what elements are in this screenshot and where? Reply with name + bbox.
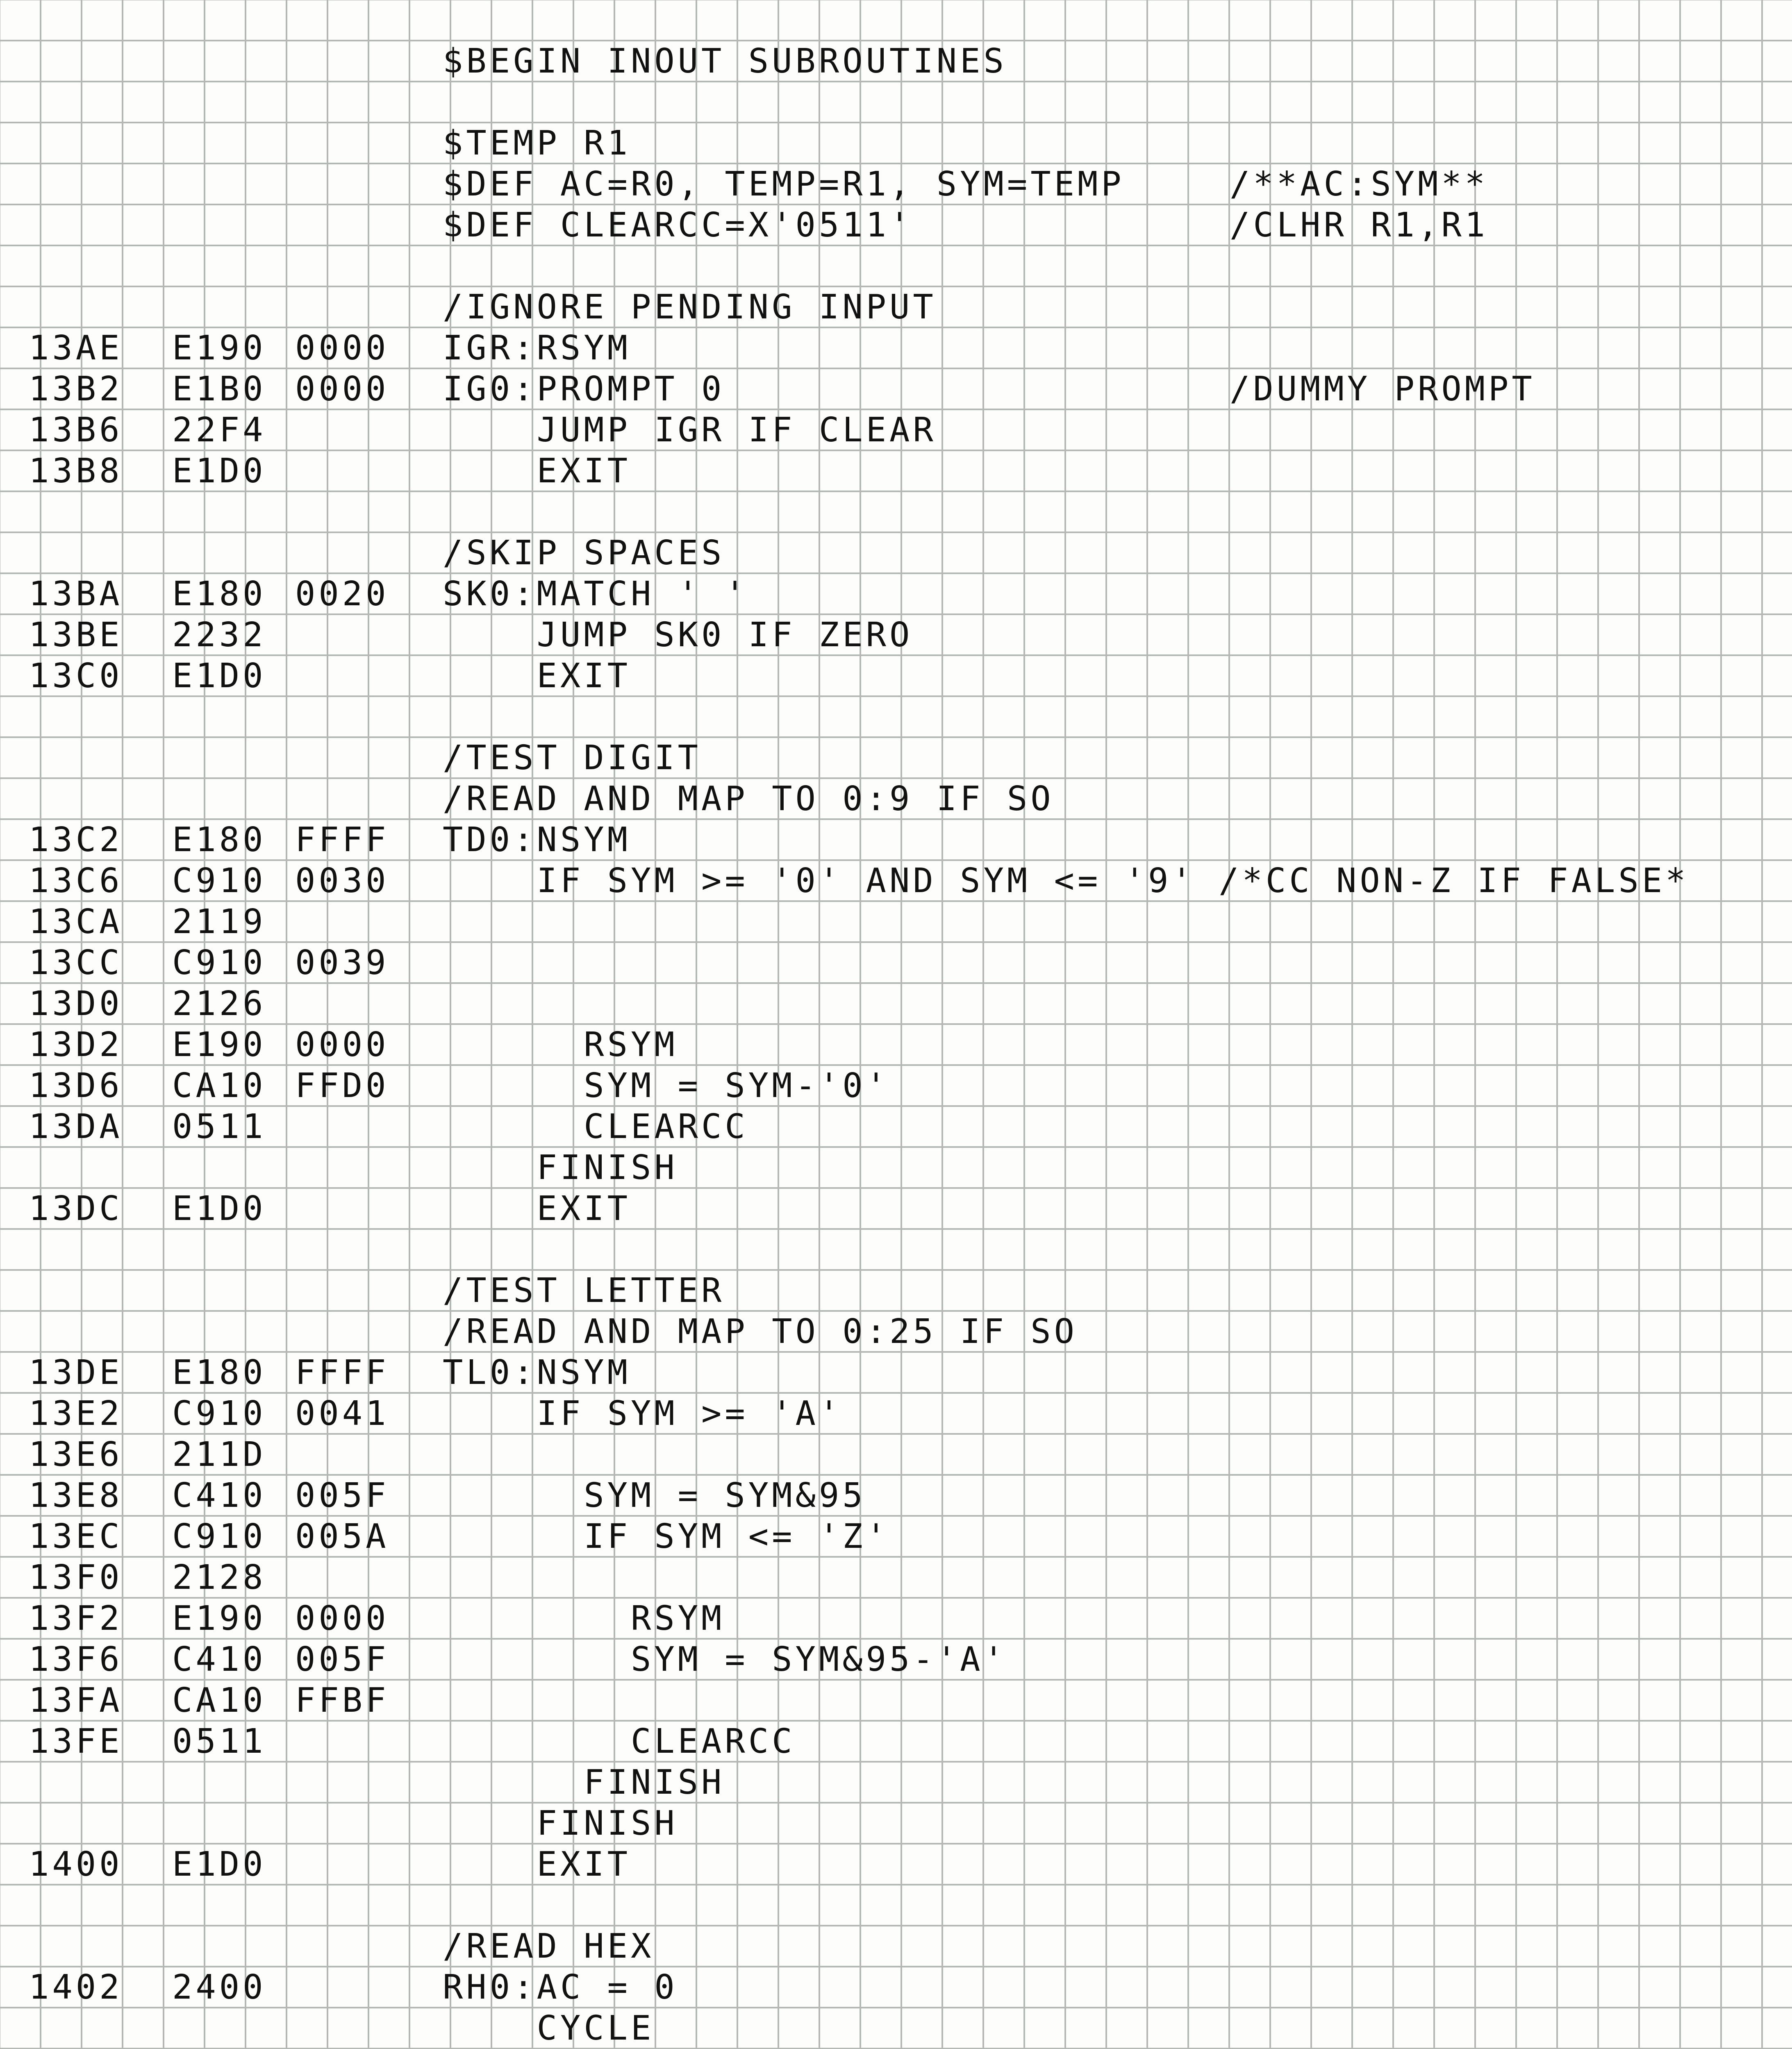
listing-line: [0, 1639, 1792, 1680]
opcode-cell: E180: [172, 1353, 266, 1392]
listing-line: [0, 1352, 1792, 1393]
source-cell: $BEGIN INOUT SUBROUTINES: [443, 42, 1007, 81]
address-cell: 13DE: [29, 1353, 123, 1392]
listing-line: [0, 1557, 1792, 1598]
opcode-cell: E1B0: [172, 370, 266, 409]
listing-line: [0, 779, 1792, 820]
listing-line: [0, 533, 1792, 574]
address-cell: 13DC: [29, 1189, 123, 1228]
opcode-cell: C910: [172, 943, 266, 982]
opcode-cell: E180: [172, 820, 266, 859]
operand-cell: 0000: [295, 329, 389, 368]
listing-line: [0, 820, 1792, 861]
source-cell: IGR:RSYM: [443, 329, 631, 368]
opcode-cell: E190: [172, 1599, 266, 1638]
listing-line: [0, 328, 1792, 369]
opcode-cell: C910: [172, 1517, 266, 1556]
source-cell: /TEST LETTER: [443, 1271, 725, 1310]
address-cell: 13C0: [29, 656, 123, 695]
listing-line: [0, 656, 1792, 697]
operand-cell: FFBF: [295, 1681, 389, 1720]
source-cell: JUMP SK0 IF ZERO: [443, 616, 913, 654]
listing-line: [0, 41, 1792, 82]
source-cell: /READ AND MAP TO 0:25 IF SO: [443, 1312, 1078, 1351]
address-cell: 13F2: [29, 1599, 123, 1638]
source-cell: IF SYM >= '0' AND SYM <= '9' /*CC NON-Z IF FALSE*: [443, 861, 1689, 900]
address-cell: 13C6: [29, 861, 123, 900]
listing-line: [0, 1680, 1792, 1721]
source-cell: $DEF AC=R0, TEMP=R1, SYM=TEMP: [443, 165, 1125, 204]
source-cell: /IGNORE PENDING INPUT: [443, 288, 937, 327]
address-cell: 1402: [29, 1968, 123, 2007]
listing-line: [0, 451, 1792, 492]
operand-cell: FFFF: [295, 820, 389, 859]
address-cell: 13E2: [29, 1394, 123, 1433]
source-cell: /READ HEX: [443, 1927, 655, 1966]
listing-line: [0, 574, 1792, 615]
listing-line: [0, 410, 1792, 451]
listing-line: [0, 1803, 1792, 1844]
listing-line: [0, 1188, 1792, 1229]
listing-line: [0, 1311, 1792, 1352]
source-cell: FINISH: [443, 1763, 725, 1802]
opcode-cell: CA10: [172, 1681, 266, 1720]
opcode-cell: E1D0: [172, 656, 266, 695]
opcode-cell: E1D0: [172, 1845, 266, 1884]
operand-cell: 0039: [295, 943, 389, 982]
operand-cell: 0020: [295, 575, 389, 613]
opcode-cell: E190: [172, 1025, 266, 1064]
listing-line: [0, 738, 1792, 779]
address-cell: 13B2: [29, 370, 123, 409]
address-cell: 13CA: [29, 902, 123, 941]
source-cell: RSYM: [443, 1025, 678, 1064]
listing-line: [0, 1844, 1792, 1885]
opcode-cell: 2400: [172, 1968, 266, 2007]
opcode-cell: 2126: [172, 984, 266, 1023]
source-cell: RSYM: [443, 1599, 725, 1638]
opcode-cell: 2119: [172, 902, 266, 941]
address-cell: 13FA: [29, 1681, 123, 1720]
listing-line: [0, 1393, 1792, 1434]
source-cell: EXIT: [443, 656, 631, 695]
listing-line: [0, 1762, 1792, 1803]
opcode-cell: 2128: [172, 1558, 266, 1597]
opcode-cell: E1D0: [172, 452, 266, 491]
listing-line: [0, 164, 1792, 205]
source-cell: SYM = SYM-'0': [443, 1066, 889, 1105]
source-cell: EXIT: [443, 452, 631, 491]
source-cell: FINISH: [443, 1804, 678, 1843]
listing-line: [0, 1598, 1792, 1639]
address-cell: 13D2: [29, 1025, 123, 1064]
comment-cell: /DUMMY PROMPT: [1230, 370, 1535, 409]
opcode-cell: C410: [172, 1640, 266, 1679]
listing-line: [0, 902, 1792, 943]
source-cell: SYM = SYM&95: [443, 1476, 866, 1515]
opcode-cell: E180: [172, 575, 266, 613]
source-cell: SK0:MATCH ' ': [443, 575, 748, 613]
source-cell: IG0:PROMPT 0: [443, 370, 725, 409]
source-cell: /SKIP SPACES: [443, 534, 725, 572]
listing-line: [0, 943, 1792, 984]
address-cell: 13AE: [29, 329, 123, 368]
source-cell: TD0:NSYM: [443, 820, 631, 859]
listing-line: [0, 1065, 1792, 1106]
opcode-cell: E1D0: [172, 1189, 266, 1228]
opcode-cell: C910: [172, 861, 266, 900]
listing-line: [0, 615, 1792, 656]
address-cell: 13E8: [29, 1476, 123, 1515]
comment-cell: /**AC:SYM**: [1230, 165, 1489, 204]
listing-line: [0, 205, 1792, 246]
source-cell: EXIT: [443, 1189, 631, 1228]
operand-cell: 005F: [295, 1476, 389, 1515]
operand-cell: 005A: [295, 1517, 389, 1556]
operand-cell: 0000: [295, 1599, 389, 1638]
listing-line: [0, 1434, 1792, 1475]
address-cell: 13D0: [29, 984, 123, 1023]
address-cell: 13D6: [29, 1066, 123, 1105]
source-cell: RH0:AC = 0: [443, 1968, 678, 2007]
listing-line: [0, 984, 1792, 1024]
address-cell: 13F0: [29, 1558, 123, 1597]
source-cell: TL0:NSYM: [443, 1353, 631, 1392]
listing-line: [0, 2008, 1792, 2049]
listing-line: [0, 1516, 1792, 1557]
source-cell: /TEST DIGIT: [443, 738, 702, 777]
listing-line: [0, 287, 1792, 328]
source-cell: SYM = SYM&95-'A': [443, 1640, 1007, 1679]
address-cell: 13F6: [29, 1640, 123, 1679]
opcode-cell: 2232: [172, 616, 266, 654]
address-cell: 13FE: [29, 1722, 123, 1761]
listing-line: [0, 861, 1792, 902]
source-cell: JUMP IGR IF CLEAR: [443, 411, 937, 450]
operand-cell: FFD0: [295, 1066, 389, 1105]
operand-cell: 0000: [295, 1025, 389, 1064]
listing-line: [0, 1721, 1792, 1762]
opcode-cell: 0511: [172, 1722, 266, 1761]
opcode-cell: 211D: [172, 1435, 266, 1474]
listing-line: [0, 123, 1792, 164]
opcode-cell: C910: [172, 1394, 266, 1433]
source-cell: IF SYM <= 'Z': [443, 1517, 889, 1556]
listing-line: [0, 1967, 1792, 2008]
operand-cell: 0041: [295, 1394, 389, 1433]
source-cell: CYCLE: [443, 2009, 655, 2048]
source-cell: IF SYM >= 'A': [443, 1394, 843, 1433]
opcode-cell: C410: [172, 1476, 266, 1515]
operand-cell: FFFF: [295, 1353, 389, 1392]
address-cell: 13DA: [29, 1107, 123, 1146]
listing-line: [0, 1147, 1792, 1188]
comment-cell: /CLHR R1,R1: [1230, 206, 1489, 245]
operand-cell: 005F: [295, 1640, 389, 1679]
source-cell: EXIT: [443, 1845, 631, 1884]
address-cell: 13CC: [29, 943, 123, 982]
listing-line: [0, 1106, 1792, 1147]
opcode-cell: E190: [172, 329, 266, 368]
address-cell: 13BE: [29, 616, 123, 654]
address-cell: 13B6: [29, 411, 123, 450]
listing-line: [0, 1475, 1792, 1516]
source-cell: FINISH: [443, 1148, 678, 1187]
address-cell: 1400: [29, 1845, 123, 1884]
listing-line: [0, 1024, 1792, 1065]
address-cell: 13E6: [29, 1435, 123, 1474]
address-cell: 13C2: [29, 820, 123, 859]
operand-cell: 0030: [295, 861, 389, 900]
source-cell: $TEMP R1: [443, 124, 631, 163]
source-cell: CLEARCC: [443, 1722, 796, 1761]
opcode-cell: 22F4: [172, 411, 266, 450]
operand-cell: 0000: [295, 370, 389, 409]
address-cell: 13EC: [29, 1517, 123, 1556]
source-cell: /READ AND MAP TO 0:9 IF SO: [443, 779, 1054, 818]
source-cell: $DEF CLEARCC=X'0511': [443, 206, 913, 245]
opcode-cell: 0511: [172, 1107, 266, 1146]
listing-line: [0, 369, 1792, 410]
listing-line: [0, 1270, 1792, 1311]
opcode-cell: CA10: [172, 1066, 266, 1105]
address-cell: 13BA: [29, 575, 123, 613]
address-cell: 13B8: [29, 452, 123, 491]
source-cell: CLEARCC: [443, 1107, 748, 1146]
listing-line: [0, 1926, 1792, 1967]
